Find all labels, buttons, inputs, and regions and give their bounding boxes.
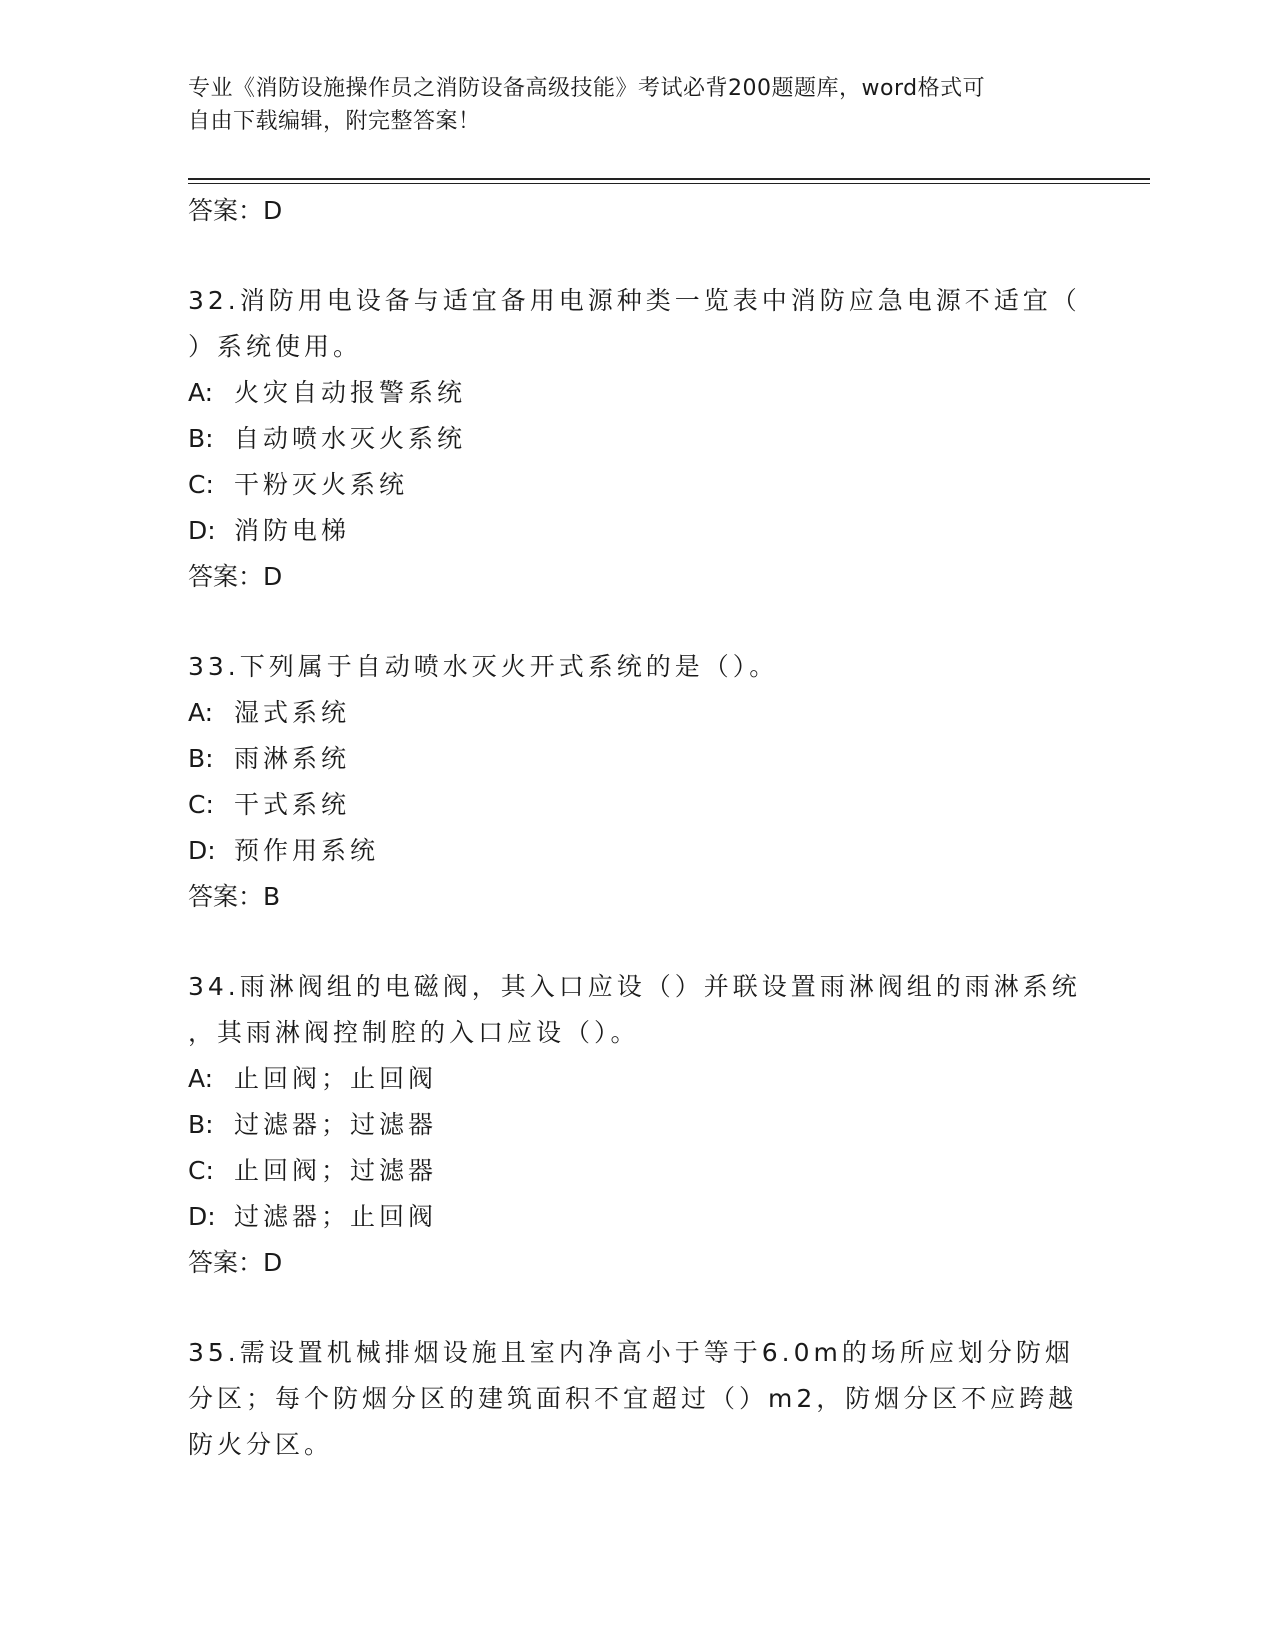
option-c	[188, 1148, 1088, 1194]
option-text: 止回阀；过滤器	[234, 1156, 438, 1185]
question-number: 33.	[188, 652, 240, 681]
page-header	[188, 72, 1068, 138]
answer-line	[188, 188, 1088, 234]
answer-value: D	[263, 196, 283, 225]
header-line-2: 自由下载编辑，附完整答案！	[188, 109, 481, 134]
question-text	[188, 278, 1088, 324]
option-d	[188, 828, 1088, 874]
option-a	[188, 370, 1088, 416]
header-divider-thin	[188, 183, 1150, 184]
question-34	[188, 964, 1088, 1286]
option-letter: D:	[188, 516, 216, 545]
question-text	[188, 644, 1088, 690]
option-a	[188, 1056, 1088, 1102]
question-line-2: ，其雨淋阀控制腔的入口应设（）。	[188, 1018, 640, 1047]
option-c	[188, 462, 1088, 508]
option-letter: A:	[188, 698, 214, 727]
question-line-2: 分区；每个防烟分区的建筑面积不宜超过（）m2，防烟分区不应跨越	[188, 1384, 1078, 1413]
answer-value: B	[263, 882, 281, 911]
option-b	[188, 1102, 1088, 1148]
answer-label: 答案：	[188, 562, 264, 591]
option-d	[188, 508, 1088, 554]
option-letter: D:	[188, 1202, 216, 1231]
answer-line	[188, 1240, 1088, 1286]
answer-value: D	[263, 562, 283, 591]
question-line-1: 需设置机械排烟设施且室内净高小于等于6.0m的场所应划分防烟	[239, 1338, 1074, 1367]
option-letter: A:	[188, 1064, 214, 1093]
option-letter: C:	[188, 470, 214, 499]
question-list	[188, 188, 1088, 1468]
answer-line	[188, 554, 1088, 600]
question-text	[188, 1330, 1088, 1376]
question-35	[188, 1330, 1088, 1468]
spacer	[188, 920, 1088, 964]
option-c	[188, 782, 1088, 828]
answer-value: D	[263, 1248, 283, 1277]
option-text: 自动喷水灭火系统	[234, 424, 467, 453]
question-number: 35.	[188, 1338, 240, 1367]
question-line-1: 消防用电设备与适宜备用电源种类一览表中消防应急电源不适宜（	[239, 286, 1081, 315]
question-33	[188, 644, 1088, 920]
answer-line	[188, 874, 1088, 920]
option-letter: B:	[188, 1110, 214, 1139]
option-letter: B:	[188, 424, 214, 453]
option-b	[188, 736, 1088, 782]
option-letter: C:	[188, 790, 214, 819]
option-b	[188, 416, 1088, 462]
option-a	[188, 690, 1088, 736]
option-text: 消防电梯	[234, 516, 351, 545]
question-text	[188, 964, 1088, 1010]
option-text: 过滤器；止回阀	[234, 1202, 438, 1231]
answer-label: 答案：	[188, 882, 264, 911]
question-line-1: 下列属于自动喷水灭火开式系统的是（）。	[239, 652, 779, 681]
option-letter: B:	[188, 744, 214, 773]
header-divider-thick	[188, 178, 1150, 180]
option-letter: D:	[188, 836, 216, 865]
question-number: 32.	[188, 286, 240, 315]
option-text: 过滤器；过滤器	[234, 1110, 438, 1139]
question-32	[188, 278, 1088, 600]
option-letter: A:	[188, 378, 214, 407]
option-text: 干粉灭火系统	[234, 470, 409, 499]
option-text: 火灾自动报警系统	[234, 378, 467, 407]
spacer	[188, 600, 1088, 644]
question-line-2: ）系统使用。	[188, 332, 363, 361]
spacer	[188, 234, 1088, 278]
option-d	[188, 1194, 1088, 1240]
answer-label: 答案：	[188, 1248, 264, 1277]
option-text: 干式系统	[234, 790, 351, 819]
spacer	[188, 1286, 1088, 1330]
question-line-1: 雨淋阀组的电磁阀，其入口应设（）并联设置雨淋阀组的雨淋系统	[239, 972, 1081, 1001]
option-text: 湿式系统	[234, 698, 351, 727]
answer-label: 答案：	[188, 196, 264, 225]
option-text: 止回阀；止回阀	[234, 1064, 438, 1093]
option-text: 预作用系统	[234, 836, 380, 865]
header-line-1: 专业《消防设施操作员之消防设备高级技能》考试必背200题题库，word格式可	[188, 76, 986, 101]
option-text: 雨淋系统	[234, 744, 351, 773]
question-number: 34.	[188, 972, 240, 1001]
option-letter: C:	[188, 1156, 214, 1185]
question-line-3: 防火分区。	[188, 1430, 334, 1459]
